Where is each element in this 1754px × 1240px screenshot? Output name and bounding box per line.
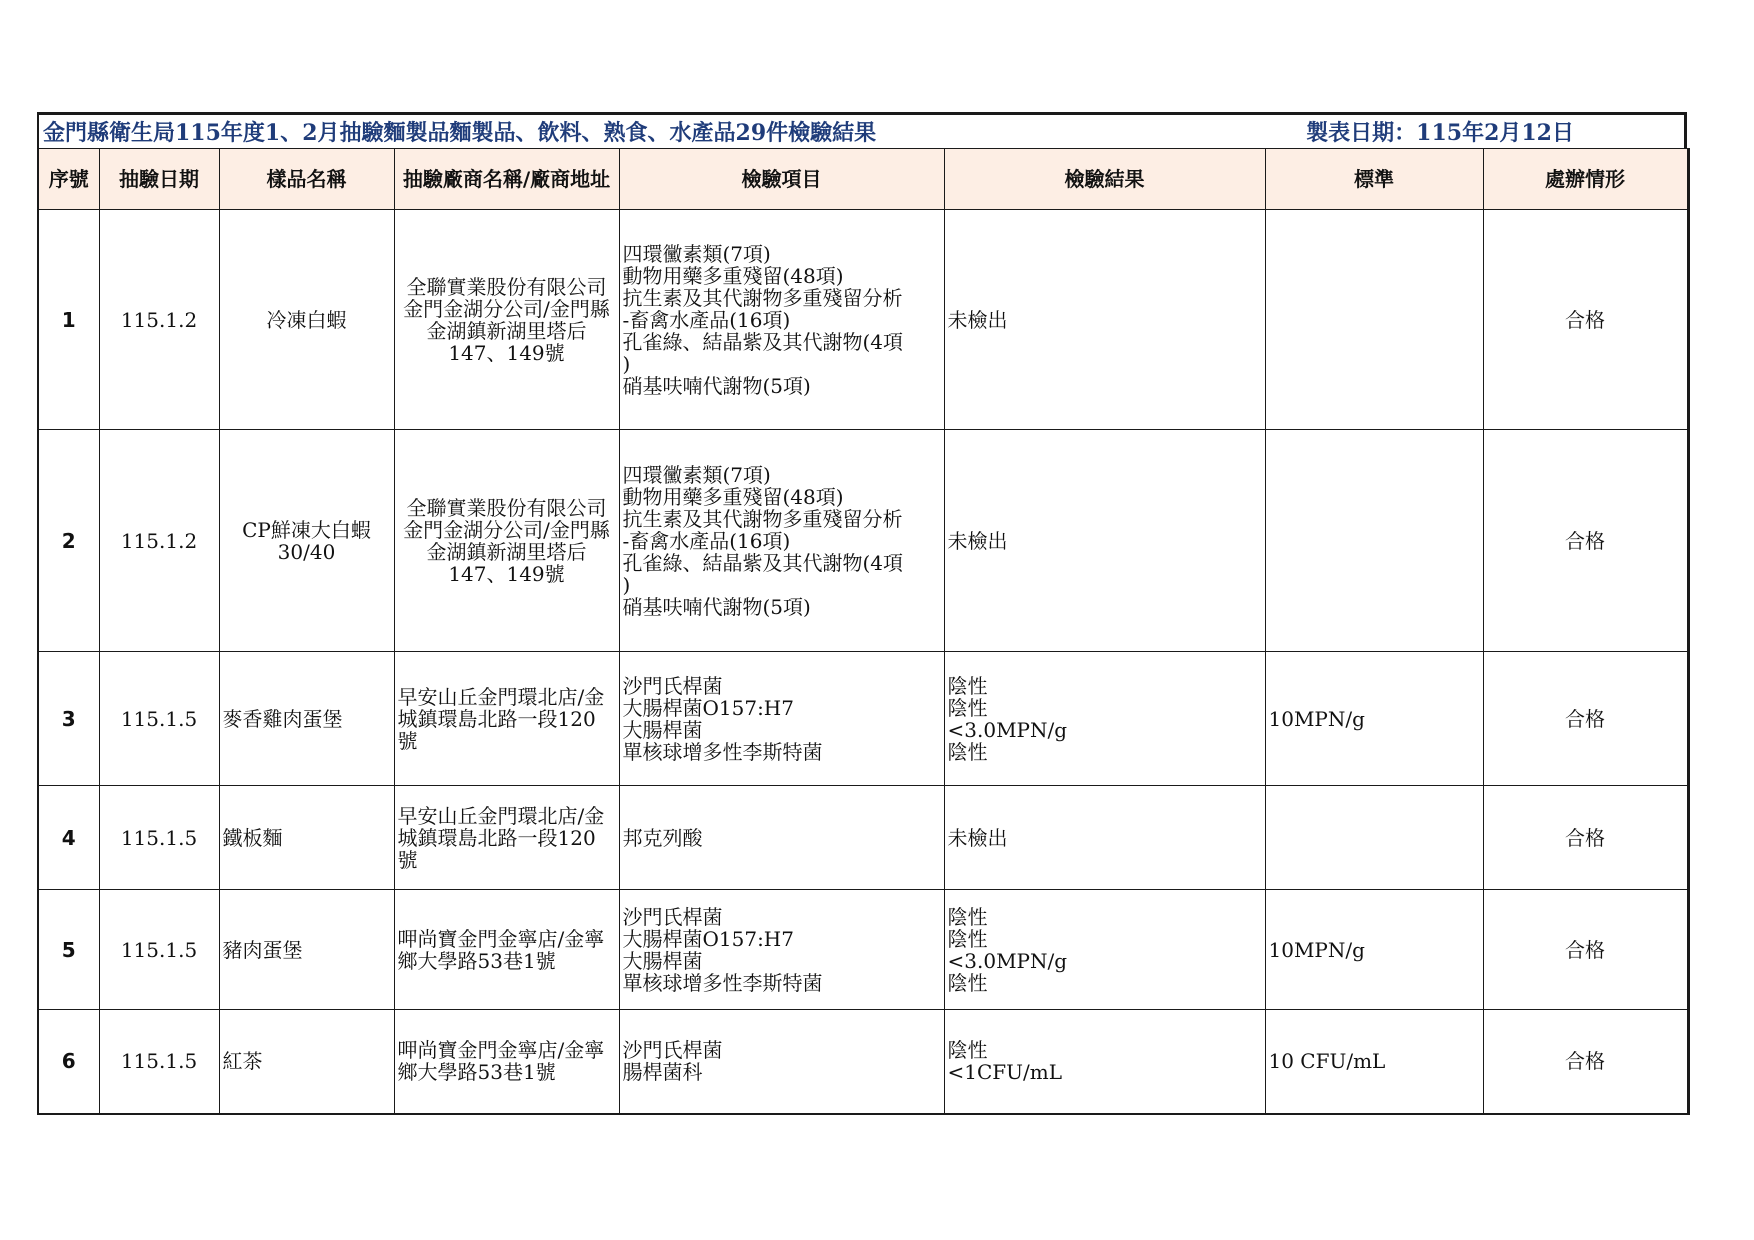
cell-no: 1 [38,210,99,430]
cell-status: 合格 [1483,890,1688,1010]
cell-results [944,1010,1265,1114]
cell-items-line: 孔雀綠、結晶紫及其代謝物(4項 [622,329,904,354]
cell-results-line: 陰性 [947,926,988,951]
cell-vendor: 早安山丘金門環北店/金城鎮環島北路一段120號 [394,652,619,786]
cell-items-line: 大腸桿菌O157:H7 [622,926,794,951]
cell-items [619,210,944,430]
cell-results [944,890,1265,1010]
report-date: 製表日期：115年2月12日 [1306,120,1574,146]
cell-date: 115.1.2 [99,430,219,652]
cell-items-line: 孔雀綠、結晶紫及其代謝物(4項 [622,550,904,575]
cell-status: 合格 [1483,652,1688,786]
table-row [38,1010,1688,1114]
col-header-status: 處辦情形 [1483,149,1688,210]
cell-no: 3 [38,652,99,786]
cell-standard: 10 CFU/mL [1265,1010,1483,1114]
cell-no: 6 [38,1010,99,1114]
col-header-no: 序號 [38,149,99,210]
cell-status: 合格 [1483,210,1688,430]
cell-items-line: ) [622,351,631,376]
table-row [38,430,1688,652]
table-row [38,210,1688,430]
cell-items [619,890,944,1010]
cell-sample: 鐵板麵 [219,786,394,890]
cell-sample: 冷凍白蝦 [219,210,394,430]
cell-results-line: 未檢出 [947,528,1008,553]
cell-date: 115.1.5 [99,786,219,890]
cell-sample: 豬肉蛋堡 [219,890,394,1010]
cell-standard [1265,430,1483,652]
cell-results-line: <3.0MPN/g [947,717,1068,742]
cell-items-line: 四環黴素類(7項) [622,462,771,487]
col-header-results: 檢驗結果 [944,149,1265,210]
cell-standard: 10MPN/g [1265,890,1483,1010]
cell-vendor: 全聯實業股份有限公司金門金湖分公司/金門縣金湖鎮新湖里塔后147、149號 [394,210,619,430]
cell-standard [1265,786,1483,890]
cell-results [944,652,1265,786]
cell-items-line: 邦克列酸 [622,825,703,850]
col-header-vendor: 抽驗廠商名稱/廠商地址 [394,149,619,210]
cell-results-line: 陰性 [947,904,988,929]
cell-items [619,430,944,652]
cell-standard: 10MPN/g [1265,652,1483,786]
table-row [38,890,1688,1010]
cell-items-line: 單核球增多性李斯特菌 [622,739,823,764]
cell-no: 4 [38,786,99,890]
col-header-items: 檢驗項目 [619,149,944,210]
cell-date: 115.1.5 [99,652,219,786]
title-bar [37,112,1687,148]
cell-results-line: 陰性 [947,970,988,995]
cell-items-line: 動物用藥多重殘留(48項) [622,484,844,509]
header-row [38,149,1688,210]
cell-vendor: 全聯實業股份有限公司金門金湖分公司/金門縣金湖鎮新湖里塔后147、149號 [394,430,619,652]
cell-items-line: 抗生素及其代謝物多重殘留分析 [622,506,903,531]
cell-items-line: ) [622,572,631,597]
results-table [37,148,1690,1115]
cell-sample: 麥香雞肉蛋堡 [219,652,394,786]
cell-no: 5 [38,890,99,1010]
cell-results-line: <1CFU/mL [947,1060,1063,1085]
cell-items-line: 硝基呋喃代謝物(5項) [622,373,811,398]
cell-items-line: 動物用藥多重殘留(48項) [622,263,844,288]
cell-results [944,786,1265,890]
cell-items-line: 大腸桿菌 [622,717,703,742]
table-body [38,210,1688,1114]
cell-items-line: 沙門氏桿菌 [622,1038,723,1063]
cell-items-line: 抗生素及其代謝物多重殘留分析 [622,285,903,310]
cell-results [944,430,1265,652]
cell-items-line: -畜禽水產品(16項) [622,307,791,332]
table-row [38,786,1688,890]
cell-items-line: 四環黴素類(7項) [622,241,771,266]
cell-items-line: 腸桿菌科 [622,1060,703,1085]
cell-status: 合格 [1483,430,1688,652]
cell-status: 合格 [1483,786,1688,890]
cell-no: 2 [38,430,99,652]
cell-sample: CP鮮凍大白蝦30/40 [219,430,394,652]
cell-vendor: 呷尚寶金門金寧店/金寧鄉大學路53巷1號 [394,1010,619,1114]
cell-results-line: 陰性 [947,695,988,720]
cell-items-line: 大腸桿菌 [622,948,703,973]
table-row [38,652,1688,786]
cell-date: 115.1.2 [99,210,219,430]
cell-items-line: 大腸桿菌O157:H7 [622,695,794,720]
cell-results-line: 陰性 [947,1038,988,1063]
cell-items-line: 沙門氏桿菌 [622,904,723,929]
col-header-date: 抽驗日期 [99,149,219,210]
report-title: 金門縣衛生局115年度1、2月抽驗麵製品麵製品、飲料、熟食、水產品29件檢驗結果 [43,120,877,146]
cell-results-line: 未檢出 [947,825,1008,850]
col-header-standard: 標準 [1265,149,1483,210]
cell-results-line: 陰性 [947,739,988,764]
cell-results-line: 未檢出 [947,307,1008,332]
cell-date: 115.1.5 [99,890,219,1010]
cell-items [619,652,944,786]
cell-date: 115.1.5 [99,1010,219,1114]
cell-results [944,210,1265,430]
cell-status: 合格 [1483,1010,1688,1114]
report-sheet [37,112,1687,1115]
cell-items-line: -畜禽水產品(16項) [622,528,791,553]
cell-sample: 紅茶 [219,1010,394,1114]
cell-results-line: 陰性 [947,673,988,698]
cell-items-line: 單核球增多性李斯特菌 [622,970,823,995]
cell-results-line: <3.0MPN/g [947,948,1068,973]
cell-items-line: 沙門氏桿菌 [622,673,723,698]
cell-items-line: 硝基呋喃代謝物(5項) [622,594,811,619]
cell-items [619,1010,944,1114]
col-header-sample: 樣品名稱 [219,149,394,210]
cell-vendor: 早安山丘金門環北店/金城鎮環島北路一段120號 [394,786,619,890]
cell-items [619,786,944,890]
cell-standard [1265,210,1483,430]
cell-vendor: 呷尚寶金門金寧店/金寧鄉大學路53巷1號 [394,890,619,1010]
